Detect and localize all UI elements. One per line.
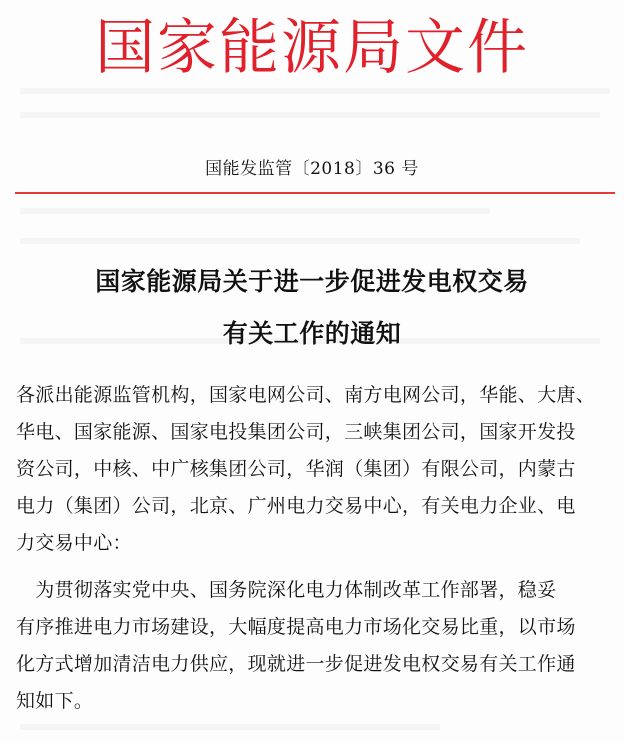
paragraph-line: 知如下。	[16, 690, 94, 712]
recipients-line: 电力（集团）公司，北京、广州电力交易中心，有关电力企业、电	[16, 495, 576, 517]
paragraph-line: 为贯彻落实党中央、国务院深化电力体制改革工作部署，稳妥	[16, 579, 557, 601]
paragraph-line: 有序推进电力市场建设，大幅度提高电力市场化交易比重，以市场	[16, 616, 576, 638]
document-title-line-2: 有关工作的通知	[222, 319, 402, 348]
bleed-through-line	[20, 112, 600, 118]
bleed-through-line	[20, 724, 440, 730]
recipients-line: 各派出能源监管机构，国家电网公司、南方电网公司，华能、大唐、	[16, 384, 596, 406]
document-title-line-1: 国家能源局关于进一步促进发电权交易	[95, 267, 529, 296]
document-number: 国能发监管〔2018〕36 号	[205, 159, 419, 179]
recipients-line: 华电、国家能源、国家电投集团公司，三峡集团公司，国家开发投	[16, 421, 576, 443]
red-separator-rule	[15, 192, 615, 194]
bleed-through-line	[20, 88, 610, 94]
paragraph-line: 化方式增加清洁电力供应，现就进一步促进发电权交易有关工作通	[16, 653, 576, 675]
recipients-line: 力交易中心：	[16, 532, 132, 554]
bleed-through-line	[20, 238, 580, 244]
bleed-through-line	[20, 208, 490, 214]
document-masthead: 国家能源局文件	[95, 13, 529, 83]
recipients-line: 资公司，中核、中广核集团公司，华润（集团）有限公司，内蒙古	[16, 458, 576, 480]
